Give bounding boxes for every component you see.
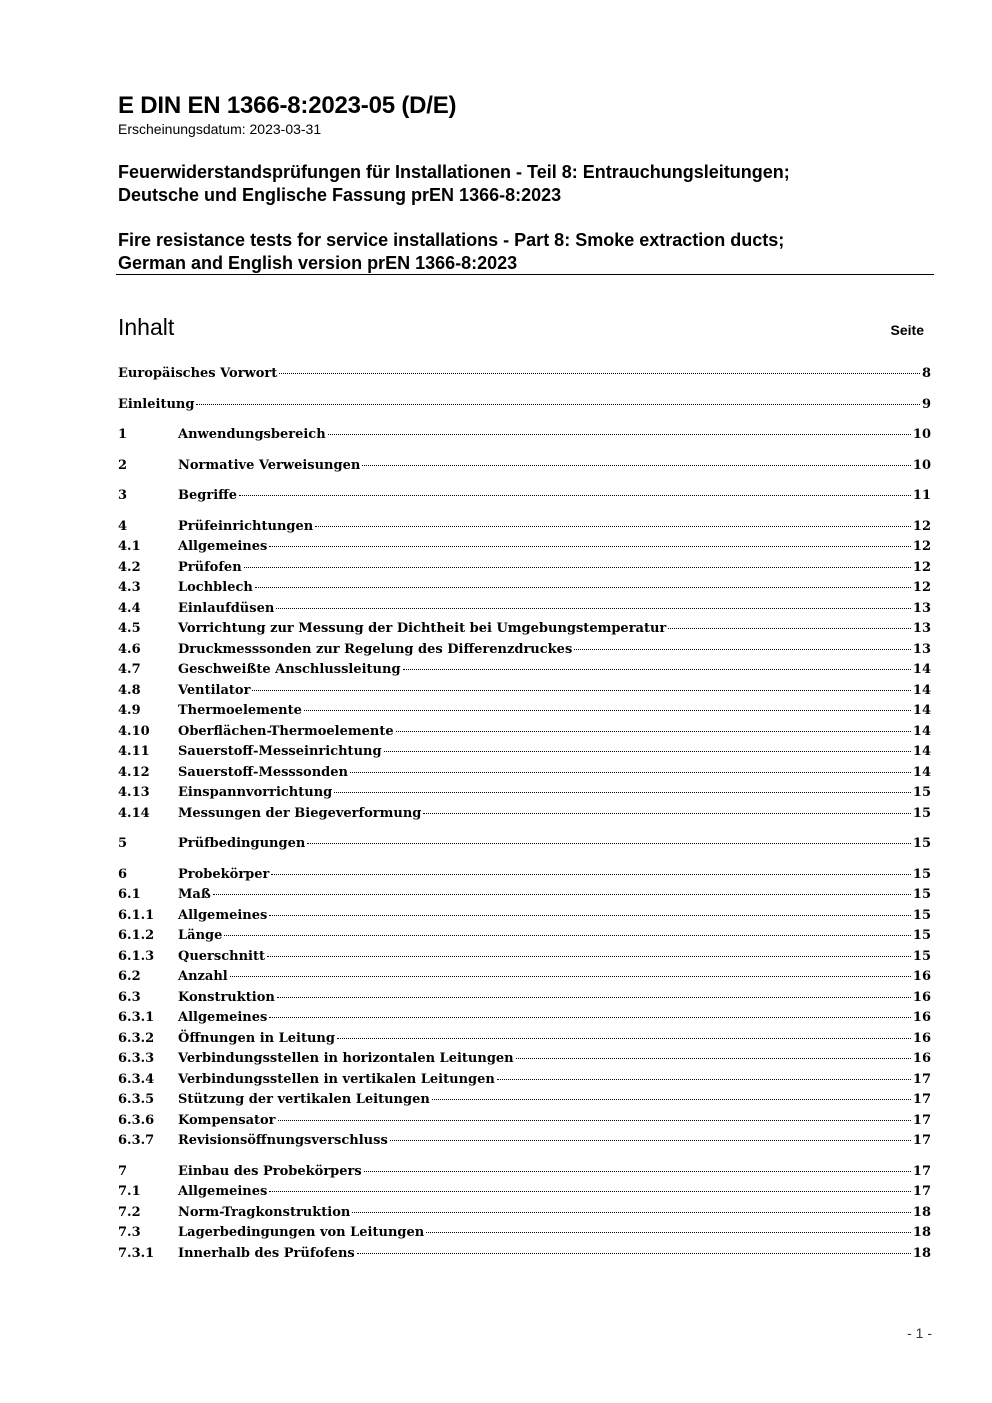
toc-entry-number: 4.12: [118, 764, 150, 780]
toc-entry-title: Geschweißte Anschlussleitung: [178, 662, 401, 677]
toc-entry-page: 15: [912, 928, 931, 943]
toc-entry-title: Prüfbedingungen: [178, 836, 306, 851]
toc-entry[interactable]: [118, 722, 931, 743]
toc-entry-title: Thermoelemente: [178, 703, 302, 718]
title-german: [118, 161, 918, 207]
toc-entry-title: Stützung der vertikalen Leitungen: [178, 1092, 430, 1107]
toc-entry-title: Prüfeinrichtungen: [178, 518, 314, 534]
toc-entry-leader-dots: [230, 976, 911, 977]
toc-entry-page: 17: [912, 1112, 931, 1128]
toc-entry-page: 18: [912, 1225, 931, 1240]
toc-entry[interactable]: [118, 885, 931, 906]
toc-entry-page: 10: [912, 427, 931, 442]
toc-entry-leader-dots: [255, 587, 911, 588]
toc-entry[interactable]: [118, 834, 931, 855]
toc-entry-title: Lochblech: [178, 580, 253, 595]
toc-entry[interactable]: [118, 558, 931, 579]
toc-entry-page: 14: [912, 744, 931, 759]
title-german-line1: Feuerwiderstandsprüfungen für Installationen - Teil 8: Entrauchungsleitungen;: [118, 162, 790, 182]
title-english-line1: Fire resistance tests for service installations - Part 8: Smoke extraction ducts;: [118, 230, 785, 250]
toc-entry-page: 15: [912, 785, 931, 800]
toc-entry-number: 2: [118, 457, 128, 473]
toc-entry-page: 8: [921, 366, 931, 381]
toc-entry-page: 13: [912, 621, 931, 636]
toc-entry-leader-dots: [279, 373, 920, 374]
toc-entry-leader-dots: [328, 434, 911, 435]
toc-entry-number: 6.3.6: [118, 1112, 155, 1128]
toc-entry-number: 7.3: [118, 1225, 141, 1240]
toc-entry-number: 7.3.1: [118, 1245, 155, 1261]
toc-entry-page: 15: [912, 805, 931, 821]
toc-entry-page: 15: [912, 907, 931, 923]
toc-entry-number: 6.1: [118, 887, 141, 902]
toc-entry[interactable]: [118, 1111, 931, 1132]
toc-entry-leader-dots: [350, 772, 911, 773]
toc-entry[interactable]: [118, 1162, 931, 1183]
toc-entry[interactable]: [118, 425, 931, 446]
toc-entry-leader-dots: [213, 894, 911, 895]
toc-entry-title: Einspannvorrichtung: [178, 785, 333, 800]
toc-entry-leader-dots: [574, 649, 911, 650]
toc-entry-page: 17: [912, 1092, 931, 1107]
toc-entry-leader-dots: [224, 935, 911, 936]
toc-entry-leader-dots: [426, 1232, 911, 1233]
toc-entry-page: 16: [912, 1051, 931, 1066]
toc-entry-title: Ventilator: [178, 682, 251, 698]
toc-entry[interactable]: [118, 640, 931, 661]
toc-entry-title: Begriffe: [178, 488, 238, 503]
toc-entry-number: 4.2: [118, 559, 141, 575]
toc-entry-title: Norm-Tragkonstruktion: [178, 1204, 351, 1220]
toc-entry-title: Normative Verweisungen: [178, 457, 361, 473]
toc-entry[interactable]: [118, 537, 931, 558]
toc-entry[interactable]: [118, 988, 931, 1009]
toc-entry-number: 6.1.2: [118, 928, 155, 943]
toc-entry-page: 12: [912, 580, 931, 595]
toc-entry-page: 15: [912, 887, 931, 902]
toc-entry-number: 4.5: [118, 621, 141, 636]
title-english-line2: German and English version prEN 1366-8:2023: [118, 253, 518, 273]
toc-entry-page: 14: [912, 682, 931, 698]
toc-entry-title: Maß: [178, 887, 211, 902]
toc-entry[interactable]: [118, 1049, 931, 1070]
toc-entry-title: Anzahl: [178, 969, 228, 984]
publication-date: Erscheinungsdatum: 2023-03-31: [118, 121, 322, 137]
toc-entry-page: 15: [912, 948, 931, 964]
toc-entry-leader-dots: [497, 1079, 911, 1080]
toc-entry[interactable]: [118, 619, 931, 640]
toc-entry[interactable]: [118, 660, 931, 681]
toc-entry-number: 6.3.3: [118, 1051, 155, 1066]
header-divider: [116, 274, 934, 275]
toc-entry-leader-dots: [252, 690, 910, 691]
toc-entry-page: 17: [912, 1163, 931, 1179]
toc-entry-title: Allgemeines: [178, 1010, 268, 1025]
toc-entry-leader-dots: [239, 495, 911, 496]
document-id: E DIN EN 1366-8:2023-05 (D/E): [118, 92, 457, 119]
toc-entry-number: 6.1.1: [118, 907, 155, 923]
toc-entry-number: 4.10: [118, 723, 150, 739]
toc-entry-page: 13: [912, 641, 931, 657]
toc-entry-page: 17: [912, 1184, 931, 1199]
toc-entry[interactable]: [118, 742, 931, 763]
toc-entry-number: 4.8: [118, 682, 141, 698]
toc-entry-page: 11: [912, 488, 931, 503]
toc-entry-leader-dots: [516, 1058, 911, 1059]
toc-entry[interactable]: [118, 364, 931, 385]
toc-entry-number: 4.13: [118, 785, 150, 800]
toc-entry-number: 1: [118, 427, 128, 442]
toc-entry[interactable]: [118, 486, 931, 507]
title-english: [118, 229, 918, 275]
page-number: - 1 -: [907, 1325, 932, 1341]
toc-entry[interactable]: [118, 865, 931, 886]
toc-entry-number: 4.11: [118, 744, 150, 759]
toc-entry[interactable]: [118, 517, 931, 538]
toc-entry-title: Öffnungen in Leitung: [178, 1030, 335, 1046]
toc-heading: Inhalt: [118, 314, 175, 340]
toc-entry-leader-dots: [277, 997, 911, 998]
toc-entry[interactable]: [118, 599, 931, 620]
toc-entry[interactable]: [118, 1090, 931, 1111]
toc-entry[interactable]: [118, 926, 931, 947]
toc-entry-title: Allgemeines: [178, 1184, 268, 1199]
toc-entry[interactable]: [118, 1029, 931, 1050]
toc-entry[interactable]: [118, 578, 931, 599]
toc-entry-number: 4.9: [118, 703, 141, 718]
toc-entry-title: Einbau des Probekörpers: [178, 1163, 362, 1179]
toc-entry[interactable]: [118, 947, 931, 968]
toc-entry-page: 16: [912, 1030, 931, 1046]
toc-entry-page: 14: [912, 662, 931, 677]
toc-entry[interactable]: [118, 456, 931, 477]
toc-entry-page: 17: [912, 1133, 931, 1148]
toc-entry[interactable]: [118, 1182, 931, 1203]
toc-entry[interactable]: [118, 701, 931, 722]
toc-entry-leader-dots: [269, 1191, 911, 1192]
toc-entry-leader-dots: [668, 628, 911, 629]
toc-entry-page: 16: [912, 1010, 931, 1025]
toc-entry-leader-dots: [337, 1038, 911, 1039]
toc-entry-leader-dots: [384, 751, 911, 752]
toc-entry-leader-dots: [244, 567, 911, 568]
toc-entry-title: Prüfofen: [178, 559, 242, 575]
toc-entry-number: 6.2: [118, 969, 141, 984]
toc-entry-leader-dots: [364, 1171, 911, 1172]
toc-entry[interactable]: [118, 763, 931, 784]
toc-entry-title: Lagerbedingungen von Leitungen: [178, 1225, 425, 1240]
toc-entry-leader-dots: [390, 1140, 911, 1141]
toc-entry-title: Sauerstoff-Messsonden: [178, 764, 348, 780]
toc-entry-page: 17: [912, 1071, 931, 1087]
page-column-label: Seite: [890, 322, 924, 338]
toc-entry[interactable]: [118, 804, 931, 825]
toc-entry[interactable]: [118, 395, 931, 416]
toc-entry-number: 4.6: [118, 641, 141, 657]
toc-entry-title: Revisionsöffnungsverschluss: [178, 1133, 388, 1148]
title-german-line2: Deutsche und Englische Fassung prEN 1366-8:2023: [118, 185, 562, 205]
toc-entry-leader-dots: [278, 1120, 911, 1121]
toc-entry-page: 16: [912, 969, 931, 984]
toc-entry-title: Einlaufdüsen: [178, 600, 275, 616]
toc-entry-number: 3: [118, 488, 128, 503]
toc-entry-leader-dots: [423, 813, 911, 814]
toc-entry[interactable]: [118, 906, 931, 927]
toc-entry-number: 6.3.5: [118, 1092, 155, 1107]
toc-entry-leader-dots: [271, 874, 911, 875]
toc-entry-page: 12: [912, 518, 931, 534]
toc-entry-leader-dots: [315, 526, 911, 527]
toc-entry[interactable]: [118, 681, 931, 702]
toc-entry-leader-dots: [269, 546, 911, 547]
toc-entry-leader-dots: [357, 1253, 911, 1254]
toc-entry[interactable]: [118, 1070, 931, 1091]
toc-entry-number: 4.4: [118, 600, 141, 616]
toc-entry-leader-dots: [403, 669, 911, 670]
toc-entry-leader-dots: [307, 843, 911, 844]
toc-entry-title: Druckmesssonden zur Regelung des Differenzdruckes: [178, 641, 573, 657]
toc-entry-number: 7: [118, 1163, 128, 1179]
toc-entry-number: 4.7: [118, 662, 141, 677]
toc-entry-page: 14: [912, 764, 931, 780]
toc-entry-page: 14: [912, 703, 931, 718]
toc-entry-title: Einleitung: [118, 396, 195, 412]
toc-entry-page: 13: [912, 600, 931, 616]
toc-entry-title: Innerhalb des Prüfofens: [178, 1245, 355, 1261]
toc-entry-title: Oberflächen-Thermoelemente: [178, 723, 394, 739]
toc-entry-number: 6.1.3: [118, 948, 155, 964]
toc-entry-page: 18: [912, 1245, 931, 1261]
toc-entry[interactable]: [118, 1244, 931, 1265]
toc-entry-number: 7.1: [118, 1184, 141, 1199]
toc-entry-leader-dots: [432, 1099, 911, 1100]
toc-entry-title: Konstruktion: [178, 989, 275, 1005]
toc-entry[interactable]: [118, 1131, 931, 1152]
toc-entry-page: 12: [912, 559, 931, 575]
toc-entry-leader-dots: [196, 404, 920, 405]
toc-entry-number: 4.1: [118, 539, 141, 554]
toc-entry[interactable]: [118, 783, 931, 804]
toc-entry-number: 6.3.2: [118, 1030, 155, 1046]
table-of-contents: [118, 364, 931, 1264]
toc-entry-number: 6.3.7: [118, 1133, 155, 1148]
toc-entry-leader-dots: [396, 731, 911, 732]
toc-entry-page: 16: [912, 989, 931, 1005]
toc-entry-title: Kompensator: [178, 1112, 276, 1128]
toc-entry-number: 4.14: [118, 805, 150, 821]
toc-entry-title: Probekörper: [178, 866, 270, 882]
toc-entry-number: 6.3.1: [118, 1010, 155, 1025]
toc-entry-leader-dots: [352, 1212, 911, 1213]
toc-entry-leader-dots: [269, 915, 911, 916]
toc-entry-page: 18: [912, 1204, 931, 1220]
toc-entry-page: 15: [912, 836, 931, 851]
toc-entry-page: 9: [921, 396, 931, 412]
toc-entry-title: Verbindungsstellen in horizontalen Leitungen: [178, 1051, 514, 1066]
toc-entry-leader-dots: [304, 710, 911, 711]
toc-entry-title: Länge: [178, 928, 223, 943]
toc-entry-number: 6.3.4: [118, 1071, 155, 1087]
toc-entry-page: 15: [912, 866, 931, 882]
toc-entry-title: Vorrichtung zur Messung der Dichtheit bei Umgebungstemperatur: [178, 621, 667, 636]
toc-entry[interactable]: [118, 1203, 931, 1224]
toc-entry-page: 10: [912, 457, 931, 473]
toc-entry-title: Messungen der Biegeverformung: [178, 805, 422, 821]
toc-entry-title: Verbindungsstellen in vertikalen Leitungen: [178, 1071, 495, 1087]
toc-entry[interactable]: [118, 1008, 931, 1029]
toc-entry[interactable]: [118, 967, 931, 988]
toc-entry[interactable]: [118, 1223, 931, 1244]
toc-entry-page: 14: [912, 723, 931, 739]
toc-entry-number: 6.3: [118, 989, 141, 1005]
toc-entry-number: 6: [118, 866, 128, 882]
toc-entry-leader-dots: [267, 956, 911, 957]
toc-entry-leader-dots: [362, 465, 911, 466]
toc-entry-leader-dots: [276, 608, 911, 609]
toc-entry-number: 7.2: [118, 1204, 141, 1220]
toc-entry-leader-dots: [334, 792, 911, 793]
toc-entry-number: 4.3: [118, 580, 141, 595]
toc-entry-title: Europäisches Vorwort: [118, 366, 278, 381]
toc-entry-title: Sauerstoff-Messeinrichtung: [178, 744, 382, 759]
toc-entry-page: 12: [912, 539, 931, 554]
toc-entry-title: Anwendungsbereich: [178, 427, 326, 442]
toc-entry-number: 4: [118, 518, 128, 534]
toc-entry-title: Allgemeines: [178, 539, 268, 554]
toc-entry-number: 5: [118, 836, 128, 851]
toc-entry-title: Allgemeines: [178, 907, 268, 923]
toc-entry-leader-dots: [269, 1017, 911, 1018]
toc-entry-title: Querschnitt: [178, 948, 265, 964]
